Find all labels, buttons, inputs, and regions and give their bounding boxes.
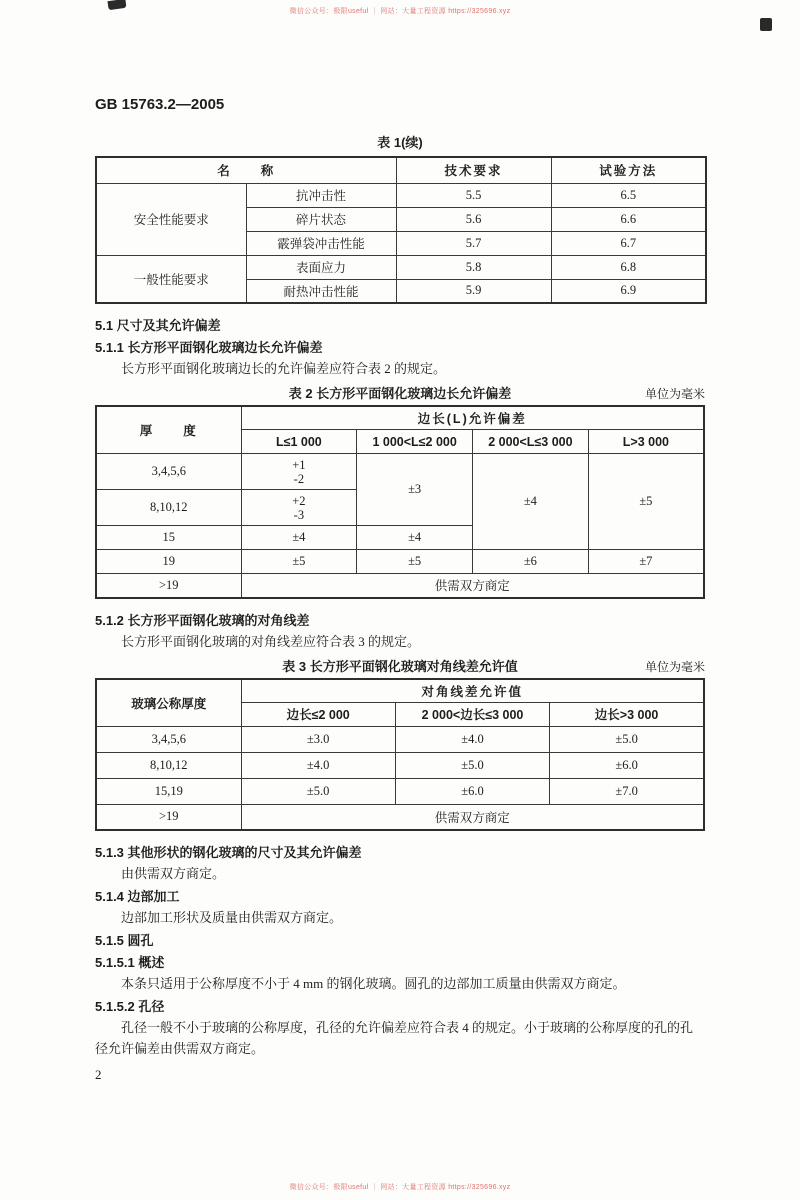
- table-cell: 6.7: [551, 231, 706, 255]
- table-cell: ±5.0: [550, 726, 704, 752]
- clause-5-1-2-text: 长方形平面钢化玻璃的对角线差应符合表 3 的规定。: [121, 633, 421, 649]
- table3-col-header: 2 000<边长≤3 000: [395, 702, 549, 726]
- page-number: 2: [95, 1067, 102, 1082]
- table-cell: ±7.0: [550, 778, 704, 804]
- table-cell: 6.9: [551, 279, 706, 303]
- table-cell: 6.8: [551, 255, 706, 279]
- table-row: [96, 804, 704, 830]
- table2-span-header: 边长(L)允许偏差: [241, 406, 704, 430]
- table-row: [96, 454, 704, 490]
- table2-unit-note: 单位为毫米: [644, 387, 705, 401]
- table-1-performance-requirements: [95, 156, 707, 304]
- table-cell: 6.5: [551, 183, 706, 207]
- table-cell: 抗冲击性: [246, 183, 396, 207]
- table-row: [96, 574, 704, 598]
- table-row: [96, 726, 704, 752]
- table-cell: 6.6: [551, 207, 706, 231]
- tolerance-upper: +2: [292, 493, 306, 508]
- table-cell: ±7: [588, 550, 704, 574]
- table-cell: ±5.0: [241, 778, 395, 804]
- clause-5-1-3-text: 由供需双方商定。: [121, 866, 226, 881]
- table-cell: ±4.0: [241, 752, 395, 778]
- table-cell: ±5: [588, 454, 704, 550]
- table-cell-negotiated: 供需双方商定: [241, 804, 704, 830]
- table-cell: [241, 490, 357, 526]
- clause-5-1-4: 5.1.4 边部加工: [95, 889, 180, 904]
- table3-col-header: 边长≤2 000: [241, 702, 395, 726]
- clause-5-1: 5.1 尺寸及其允许偏差: [95, 318, 221, 333]
- table1-header-name: 名 称: [96, 157, 396, 183]
- table3-span-header: 对角线差允许值: [241, 679, 704, 703]
- clause-5-1-5-2-text: 孔径一般不小于玻璃的公称厚度，孔径的允许偏差应符合表 4 的规定。小于玻璃的公称厚度的孔的孔径允许偏差由供需双方商定。: [95, 1020, 694, 1056]
- table2-caption: 表 2 长方形平面钢化玻璃边长允许偏差: [288, 386, 512, 401]
- table-cell-negotiated: 供需双方商定: [241, 574, 704, 598]
- scan-artifact-top-right: [760, 18, 772, 31]
- clause-5-1-4-text: 边部加工形状及质量由供需双方商定。: [121, 910, 343, 925]
- table-cell: 19: [96, 550, 241, 574]
- table-cell: 5.5: [396, 183, 551, 207]
- table-cell: ±4: [473, 454, 589, 550]
- clause-5-1-3: 5.1.3 其他形状的钢化玻璃的尺寸及其允许偏差: [95, 845, 362, 860]
- table-row: [96, 752, 704, 778]
- table3-col-header: 边长>3 000: [550, 702, 704, 726]
- table2-col-header: L≤1 000: [241, 430, 357, 454]
- tolerance-lower: -2: [293, 471, 305, 486]
- table-row: [96, 550, 704, 574]
- clause-5-1-2: 5.1.2 长方形平面钢化玻璃的对角线差: [95, 612, 310, 628]
- table-row: [96, 778, 704, 804]
- table-row: [96, 183, 706, 207]
- table-cell: ±6: [473, 550, 589, 574]
- clause-5-1-5-1-text: 本条只适用于公称厚度不小于 4 mm 的钢化玻璃。圆孔的边部加工质量由供需双方商定。: [121, 976, 626, 991]
- table-cell: ±3: [357, 454, 473, 526]
- table-cell: >19: [96, 574, 241, 598]
- table3-thickness-header: 玻璃公称厚度: [96, 679, 241, 727]
- clause-5-1-5-1: 5.1.5.1 概述: [95, 955, 165, 970]
- table-2-edge-length-tolerance: [95, 405, 705, 599]
- watermark-bottom: 微信公众号：极限useful ｜ 网站：大量工程资源 https://325696.xyz: [289, 1184, 511, 1191]
- table2-col-header: 2 000<L≤3 000: [473, 430, 589, 454]
- table-cell: ±4.0: [395, 726, 549, 752]
- table-cell: ±3.0: [241, 726, 395, 752]
- table1-header-test: 试验方法: [551, 157, 706, 183]
- table-cell: ±5: [241, 550, 357, 574]
- clause-5-1-1: 5.1.1 长方形平面钢化玻璃边长允许偏差: [95, 340, 323, 355]
- table-cell: 5.7: [396, 231, 551, 255]
- table3-unit-note: 单位为毫米: [644, 659, 705, 674]
- table-cell: ±4: [241, 526, 357, 550]
- table-row: [96, 255, 706, 279]
- table-cell: ±6.0: [395, 778, 549, 804]
- table1-group-general: 一般性能要求: [96, 255, 246, 303]
- table-cell: 5.6: [396, 207, 551, 231]
- table-cell: 8,10,12: [96, 490, 241, 526]
- table2-col-header: 1 000<L≤2 000: [357, 430, 473, 454]
- table-3-diagonal-tolerance: [95, 678, 705, 832]
- table3-caption: 表 3 长方形平面钢化玻璃对角线差允许值: [282, 658, 518, 674]
- table3-caption-row: [95, 656, 705, 674]
- clause-5-1-5: 5.1.5 圆孔: [95, 933, 154, 948]
- table1-group-safety: 安全性能要求: [96, 183, 246, 255]
- table-cell: [241, 454, 357, 490]
- table-cell: 15: [96, 526, 241, 550]
- table-cell: 5.8: [396, 255, 551, 279]
- table1-header-tech: 技术要求: [396, 157, 551, 183]
- table-cell: 15,19: [96, 778, 241, 804]
- table1-caption: 表 1(续): [377, 135, 423, 150]
- table-cell: 3,4,5,6: [96, 726, 241, 752]
- table-cell: 8,10,12: [96, 752, 241, 778]
- tolerance-lower: -3: [293, 507, 305, 522]
- tolerance-upper: +1: [292, 457, 306, 472]
- table2-caption-row: [95, 383, 705, 401]
- table-cell: 霰弹袋冲击性能: [246, 231, 396, 255]
- table-cell: >19: [96, 804, 241, 830]
- standard-number: GB 15763.2—2005: [95, 96, 225, 113]
- table2-col-header: L>3 000: [588, 430, 704, 454]
- table-cell: ±5.0: [395, 752, 549, 778]
- clause-5-1-1-text: 长方形平面钢化玻璃边长的允许偏差应符合表 2 的规定。: [121, 361, 447, 376]
- table-cell: ±5: [357, 550, 473, 574]
- clause-5-1-5-2: 5.1.5.2 孔径: [95, 999, 165, 1014]
- table-cell: 表面应力: [246, 255, 396, 279]
- table2-thickness-header: 厚 度: [96, 406, 241, 454]
- table-cell: 5.9: [396, 279, 551, 303]
- table-cell: ±4: [357, 526, 473, 550]
- table-cell: 3,4,5,6: [96, 454, 241, 490]
- table-cell: 耐热冲击性能: [246, 279, 396, 303]
- watermark-top: 微信公众号：极限useful ｜ 网站：大量工程资源 https://325696.xyz: [289, 8, 511, 15]
- table-cell: ±6.0: [550, 752, 704, 778]
- page-content: [95, 0, 705, 1083]
- table-cell: 碎片状态: [246, 207, 396, 231]
